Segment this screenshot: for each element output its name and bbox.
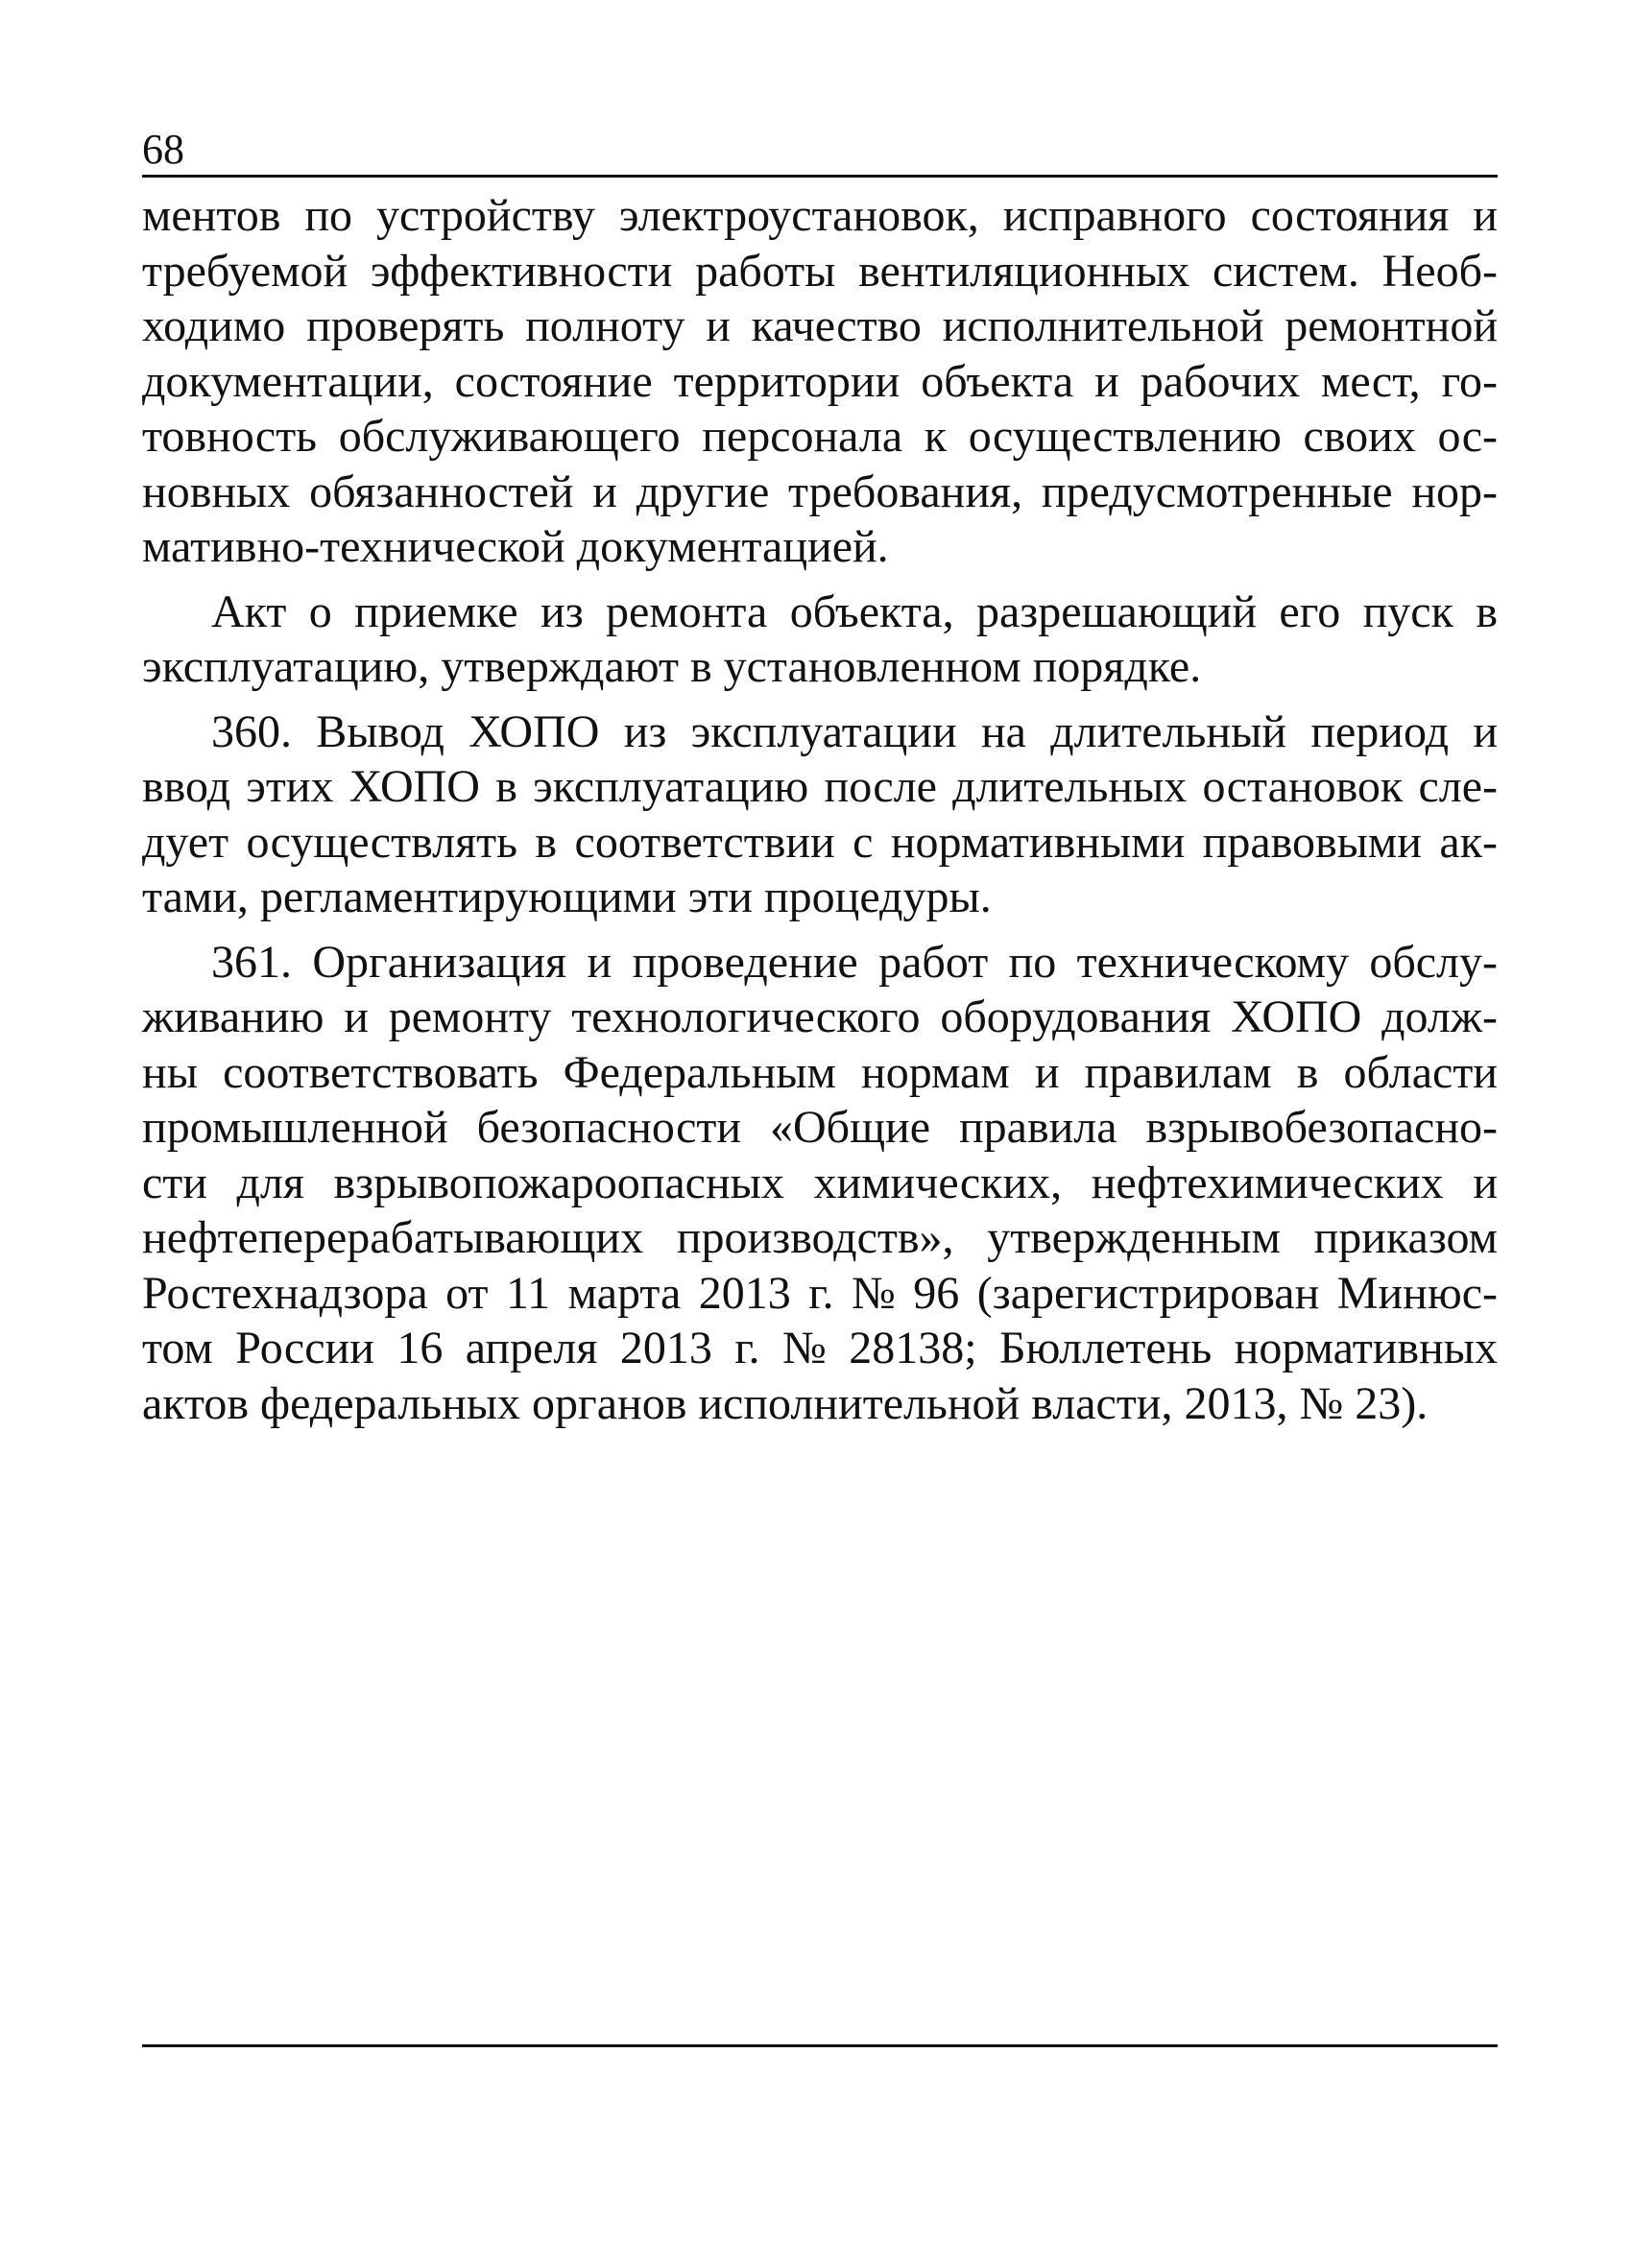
- paragraph-360: [142, 704, 1498, 925]
- footer-rule: [142, 2044, 1498, 2047]
- page-header: [142, 123, 1498, 178]
- text-line: новных обязанностей и другие требования, предусмотренные нор-: [142, 466, 1498, 517]
- text-line: сти для взрывопожароопасных химических, нефтехимических и: [142, 1157, 1498, 1208]
- text-line: нефтеперерабатывающих производств», утвержденным приказом: [142, 1212, 1498, 1263]
- text-line: эксплуатацию, утверждают в установленном порядке.: [142, 641, 1202, 692]
- text-line: ментов по устройству электроустановок, исправного состояния и: [142, 190, 1498, 241]
- text-line: ввод этих ХОПО в эксплуатацию после длительных остановок сле-: [142, 761, 1498, 812]
- text-line: актов федеральных органов исполнительной власти, 2013, № 23).: [142, 1377, 1429, 1429]
- text-line: требуемой эффективности работы вентиляционных систем. Необ-: [142, 245, 1498, 297]
- text-line: ны соответствовать Федеральным нормам и правилам в области: [142, 1046, 1498, 1098]
- text-line: Акт о приемке из ремонта объекта, разрешающий его пуск в: [211, 585, 1498, 637]
- text-line: документации, состояние территории объекта и рабочих мест, го-: [142, 355, 1498, 407]
- page-number: 68: [142, 126, 184, 173]
- paragraph-continuation: [142, 188, 1498, 575]
- text-line: том России 16 апреля 2013 г. № 28138; Бюллетень нормативных: [142, 1323, 1498, 1373]
- text-line: Ростехнадзора от 11 марта 2013 г. № 96 (зарегистрирован Минюс-: [142, 1267, 1498, 1319]
- text-line: тами, регламентирующими эти процедуры.: [142, 871, 992, 922]
- text-line: дует осуществлять в соответствии с нормативными правовыми ак-: [142, 816, 1498, 868]
- paragraph-acceptance-act: [142, 585, 1498, 695]
- text-line: 360. Вывод ХОПО из эксплуатации на длительный период и: [211, 705, 1498, 757]
- text-line: товность обслуживающего персонала к осуществлению своих ос-: [142, 411, 1498, 462]
- text-line: ходимо проверять полноту и качество исполнительной ремонтной: [142, 300, 1498, 351]
- text-line: 361. Организация и проведение работ по техническому обслу-: [211, 936, 1498, 988]
- page-body: [142, 188, 1498, 1441]
- text-line: промышленной безопасности «Общие правила взрывобезопасно-: [142, 1102, 1498, 1153]
- text-line: живанию и ремонту технологического оборудования ХОПО долж-: [142, 991, 1498, 1042]
- text-line: мативно-технической документацией.: [142, 521, 889, 572]
- paragraph-361: [142, 935, 1498, 1432]
